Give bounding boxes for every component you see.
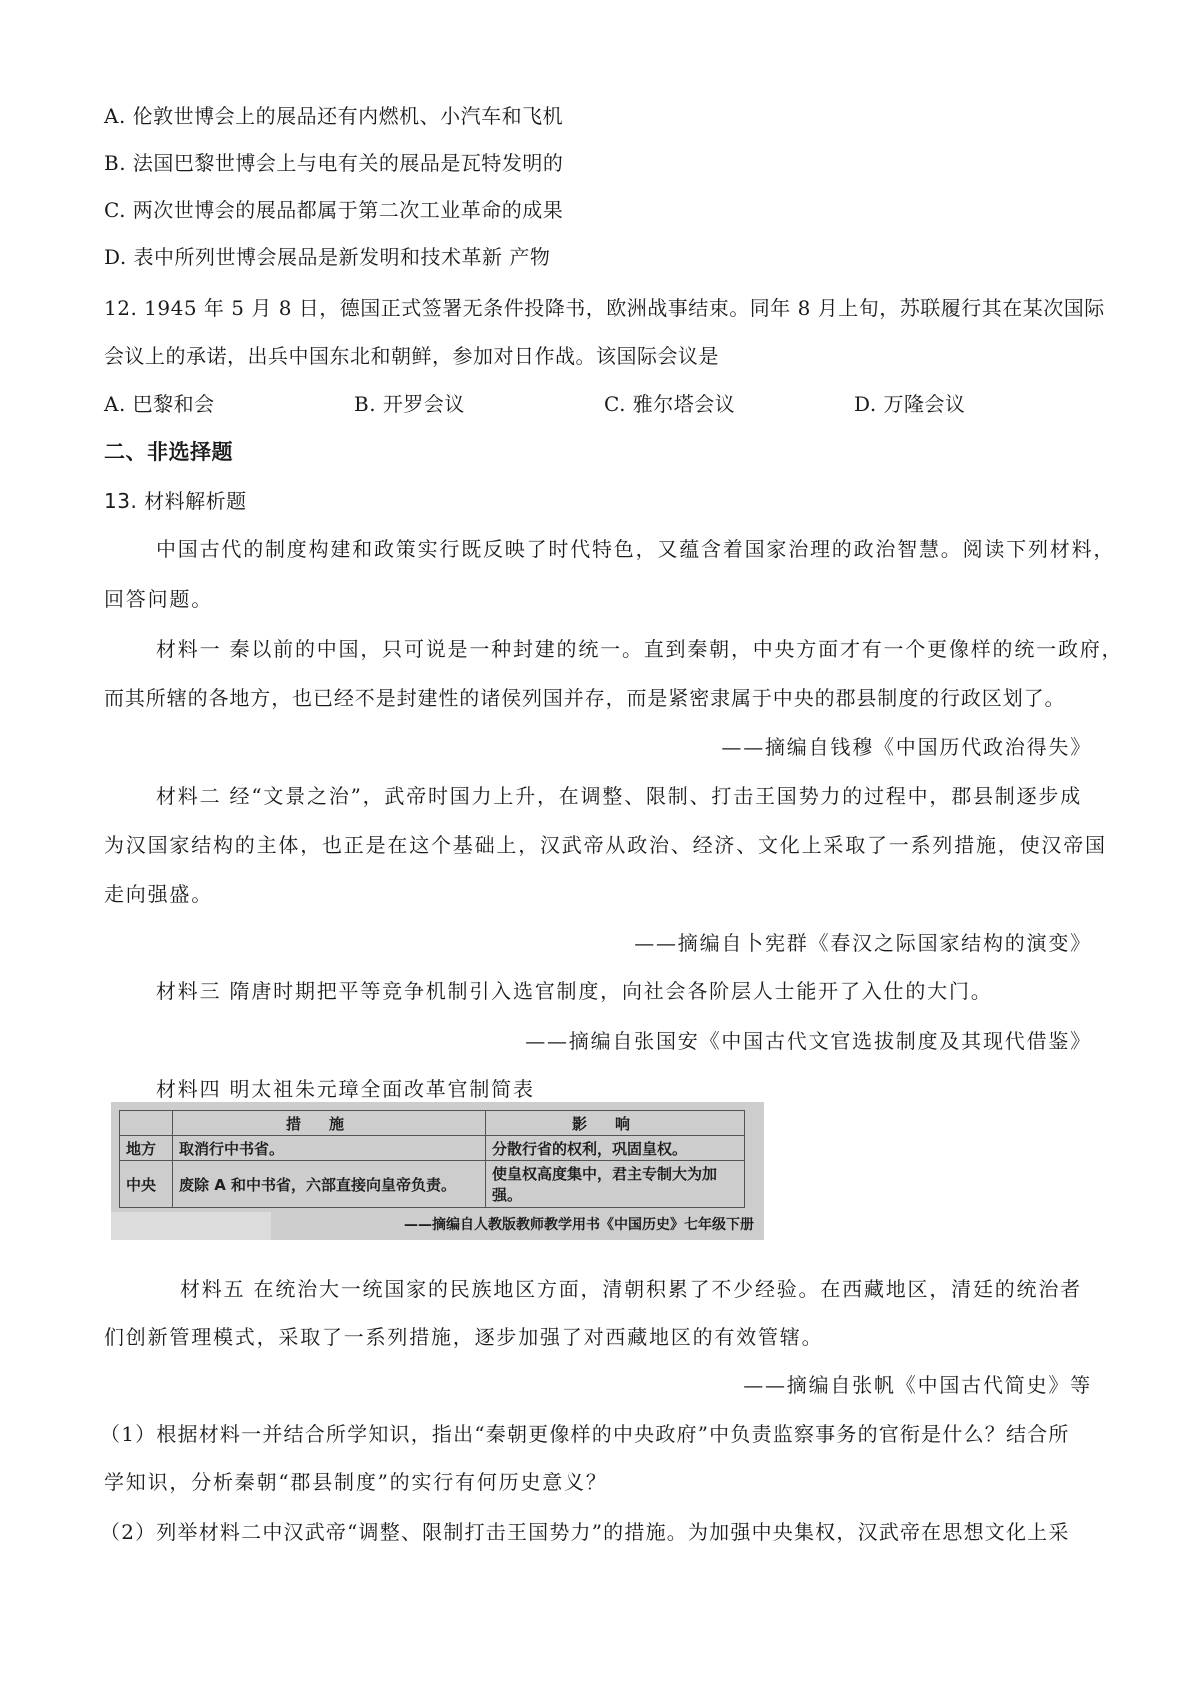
q11-option-b: B. 法国巴黎世博会上与电有关的展品是瓦特发明的: [104, 151, 564, 175]
material2-line2: 为汉国家结构的主体，也正是在这个基础上，汉武帝从政治、经济、文化上采取了一系列措施，使汉帝国: [104, 833, 1107, 857]
table-cell: 废除 A 和中书省，六部直接向皇帝负责。: [173, 1161, 486, 1208]
q13-intro-line1: 中国古代的制度构建和政策实行既反映了时代特色，又蕴含着国家治理的政治智慧。阅读下列材料，: [156, 537, 1116, 561]
subquestion-2-line1: （2）列举材料二中汉武帝“调整、限制打击王国势力”的措施。为加强中央集权，汉武帝在思想文化上采: [100, 1520, 1070, 1544]
scan-shading: [111, 1212, 271, 1240]
material4-title: 材料四 明太祖朱元璋全面改革官制简表: [156, 1077, 535, 1101]
material3-line1: 材料三 隋唐时期把平等竞争机制引入选官制度，向社会各阶层人士能开了入仕的大门。: [156, 979, 993, 1003]
material2-line3: 走向强盛。: [104, 882, 213, 906]
material5-line1: 材料五 在统治大一统国家的民族地区方面，清朝积累了不少经验。在西藏地区，清廷的统治者: [180, 1277, 1082, 1301]
section-title: 二、非选择题: [104, 440, 233, 464]
subquestion-1-line1: （1）根据材料一并结合所学知识，指出“秦朝更像样的中央政府”中负责监察事务的官衔是什么？结合所: [100, 1422, 1070, 1446]
table-header-row: [120, 1111, 745, 1136]
table-header-cell: 影响: [486, 1111, 745, 1136]
material3-source: ——摘编自张国安《中国古代文官选拔制度及其现代借鉴》: [525, 1029, 1092, 1053]
subquestion-1-line2: 学知识，分析秦朝“郡县制度”的实行有何历史意义？: [104, 1470, 608, 1494]
table-cell: 中央: [120, 1161, 173, 1208]
q12-option-b: B. 开罗会议: [354, 392, 465, 416]
table-cell: 使皇权高度集中，君主专制大为加强。: [486, 1161, 745, 1208]
q12-option-d: D. 万隆会议: [854, 392, 966, 416]
table-cell: 地方: [120, 1136, 173, 1161]
table-source: ——摘编自人教版教师教学用书《中国历史》七年级下册: [404, 1217, 754, 1233]
material1-source: ——摘编自钱穆《中国历代政治得失》: [721, 735, 1092, 759]
reform-table: [119, 1110, 745, 1208]
q12-stem-line1: 12. 1945 年 5 月 8 日，德国正式签署无条件投降书，欧洲战事结束。同年 8 月上旬，苏联履行其在某次国际: [104, 296, 1105, 320]
material4-table-image: [111, 1102, 764, 1240]
table-cell: 分散行省的权利，巩固皇权。: [486, 1136, 745, 1161]
q13-title: 13. 材料解析题: [104, 489, 247, 513]
table-row: [120, 1161, 745, 1208]
q11-option-d: D. 表中所列世博会展品是新发明和技术革新 产物: [104, 245, 551, 269]
q13-intro-line2: 回答问题。: [104, 587, 213, 611]
material2-source: ——摘编自卜宪群《春汉之际国家结构的演变》: [634, 931, 1092, 955]
material5-source: ——摘编自张帆《中国古代简史》等: [743, 1373, 1092, 1397]
material2-line1: 材料二 经“文景之治”，武帝时国力上升，在调整、限制、打击王国势力的过程中，郡县制逐步成: [156, 784, 1083, 808]
table-header-cell: [120, 1111, 173, 1136]
material1-line1: 材料一 秦以前的中国，只可说是一种封建的统一。直到秦朝，中央方面才有一个更像样的统一政府，: [156, 637, 1124, 661]
material1-line2: 而其所辖的各地方，也已经不是封建性的诸侯列国并存，而是紧密隶属于中央的郡县制度的行政区划了。: [104, 686, 1066, 710]
table-cell: 取消行中书省。: [173, 1136, 486, 1161]
q12-stem-line2: 会议上的承诺，出兵中国东北和朝鲜，参加对日作战。该国际会议是: [104, 344, 719, 368]
q12-option-a: A. 巴黎和会: [104, 392, 215, 416]
q11-option-a: A. 伦敦世博会上的展品还有内燃机、小汽车和飞机: [104, 104, 564, 128]
q11-option-c: C. 两次世博会的展品都属于第二次工业革命的成果: [104, 198, 564, 222]
material5-line2: 们创新管理模式，采取了一系列措施，逐步加强了对西藏地区的有效管辖。: [104, 1325, 824, 1349]
table-header-cell: 措施: [173, 1111, 486, 1136]
q12-option-c: C. 雅尔塔会议: [604, 392, 736, 416]
table-row: [120, 1136, 745, 1161]
